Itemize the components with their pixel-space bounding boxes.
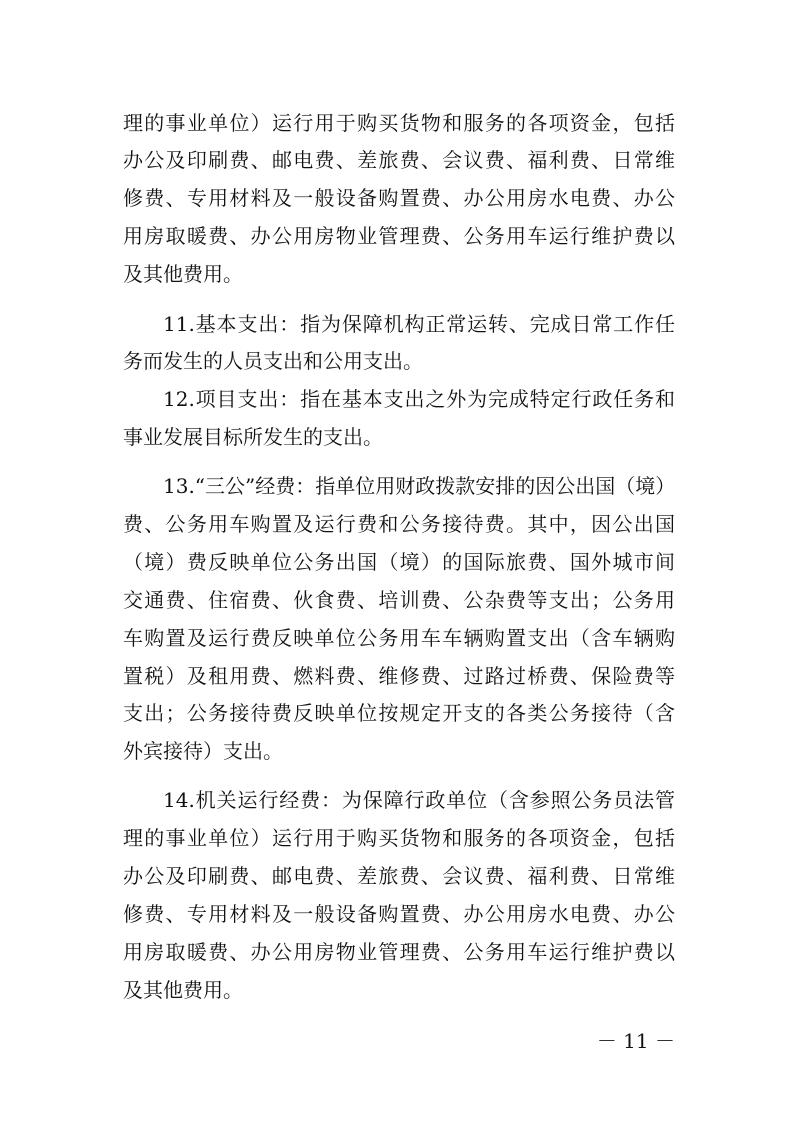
- text-line: 置税）及租用费、燃料费、维修费、过路过桥费、保险费等: [123, 664, 675, 688]
- page-number: － 11 －: [596, 1029, 675, 1053]
- text-line: （境）费反映单位公务出国（境）的国际旅费、国外城市间: [123, 550, 675, 574]
- text-line: 办公及印刷费、邮电费、差旅费、会议费、福利费、日常维: [123, 864, 675, 888]
- text-line: 及其他费用。: [123, 262, 243, 286]
- text-line: 理的事业单位）运行用于购买货物和服务的各项资金，包括: [123, 111, 675, 135]
- text-line: 修费、专用材料及一般设备购置费、办公用房水电费、办公: [123, 902, 675, 926]
- paragraph-14-heading-line: 14.机关运行经费：为保障行政单位（含参照公务员法管: [163, 788, 675, 812]
- text-line: 务而发生的人员支出和公用支出。: [123, 349, 423, 373]
- text-line: 用房取暖费、办公用房物业管理费、公务用车运行维护费以: [123, 940, 675, 964]
- text-line: 外宾接待）支出。: [123, 739, 283, 763]
- text-line: 及其他费用。: [123, 978, 243, 1002]
- text-line: 车购置及运行费反映单位公务用车车辆购置支出（含车辆购: [123, 626, 675, 650]
- text-line: 费、公务用车购置及运行费和公务接待费。其中，因公出国: [123, 512, 675, 536]
- text-line: 修费、专用材料及一般设备购置费、办公用房水电费、办公: [123, 186, 675, 210]
- paragraph-12-heading-line: 12.项目支出：指在基本支出之外为完成特定行政任务和: [163, 387, 675, 411]
- text-line: 事业发展目标所发生的支出。: [123, 425, 383, 449]
- text-line: 交通费、住宿费、伙食费、培训费、公杂费等支出；公务用: [123, 588, 675, 612]
- text-line: 办公及印刷费、邮电费、差旅费、会议费、福利费、日常维: [123, 148, 675, 172]
- paragraph-11-heading-line: 11.基本支出：指为保障机构正常运转、完成日常工作任: [163, 312, 675, 336]
- paragraph-13-heading-line: 13.“三公”经费：指单位用财政拨款安排的因公出国（境）: [163, 474, 676, 498]
- text-line: 用房取暖费、办公用房物业管理费、公务用车运行维护费以: [123, 224, 675, 248]
- text-line: 支出；公务接待费反映单位按规定开支的各类公务接待（含: [123, 701, 675, 725]
- text-line: 理的事业单位）运行用于购买货物和服务的各项资金，包括: [123, 826, 675, 850]
